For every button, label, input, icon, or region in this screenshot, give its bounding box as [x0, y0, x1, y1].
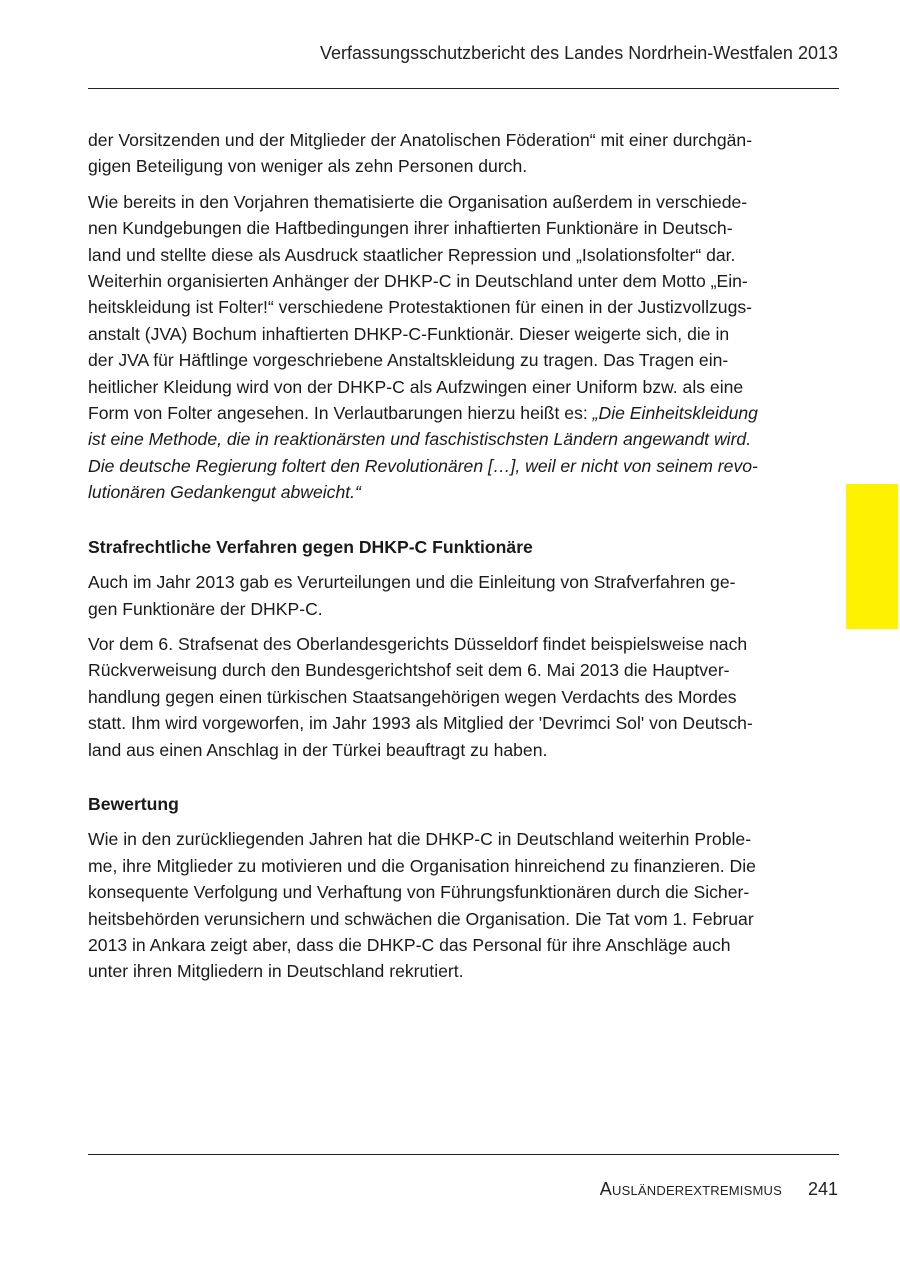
text-line: me, ihre Mitglieder zu motivieren und die Organisation hinreichend zu finanzieren. Die — [88, 855, 756, 876]
text-line: Rückverweisung durch den Bundesgerichtshof seit dem 6. Mai 2013 die Hauptver- — [88, 660, 730, 681]
text-line: land aus einen Anschlag in der Türkei beauftragt zu haben. — [88, 739, 548, 760]
text-line: anstalt (JVA) Bochum inhaftierten DHKP-C-Funktionär. Dieser weigerte sich, die in — [88, 323, 730, 344]
text-line: unter ihren Mitgliedern in Deutschland rekrutiert. — [88, 961, 464, 982]
text-line: konsequente Verfolgung und Verhaftung von Führungsfunktionären durch die Sicher- — [88, 882, 750, 903]
page-body — [88, 127, 808, 985]
text-line: nen Kundgebungen die Haftbedingungen ihrer inhaftierten Funktionäre in Deutsch- — [88, 218, 733, 239]
footer-rule — [88, 1154, 839, 1155]
text-line: gen Funktionäre der DHKP-C. — [88, 598, 323, 619]
text-line: heitlicher Kleidung wird von der DHKP-C als Aufzwingen einer Uniform bzw. als eine — [88, 376, 744, 397]
text-line: der Vorsitzenden und der Mitglieder der Anatolischen Föderation“ mit einer durchgän- — [88, 130, 753, 150]
paragraph-4 — [88, 631, 808, 763]
quote-line: Die deutsche Regierung foltert den Revolutionären […], weil er nicht von seinem revo- — [88, 455, 758, 476]
paragraph-1 — [88, 127, 808, 180]
paragraph-2 — [88, 189, 808, 506]
text-line: handlung gegen einen türkischen Staatsangehörigen wegen Verdachts des Mordes — [88, 686, 737, 707]
header-rule — [88, 88, 839, 89]
text-line: heitskleidung ist Folter!“ verschiedene Protestaktionen für einen in der Justizvollzugs- — [88, 297, 753, 318]
text-line: Wie bereits in den Vorjahren thematisierte die Organisation außerdem in verschiede- — [88, 191, 748, 212]
page-footer — [600, 1178, 838, 1200]
text-line: Auch im Jahr 2013 gab es Verurteilungen und die Einleitung von Strafverfahren ge- — [88, 572, 736, 593]
section-heading: Bewertung — [88, 793, 179, 814]
text-line — [88, 400, 808, 426]
footer-chapter-title: Ausländerextremismus — [599, 1179, 782, 1199]
section-heading: Strafrechtliche Verfahren gegen DHKP-C Funktionäre — [88, 536, 533, 557]
text-line: der JVA für Häftlinge vorgeschriebene Anstaltskleidung zu tragen. Das Tragen ein- — [88, 350, 729, 371]
text-line: Vor dem 6. Strafsenat des Oberlandesgerichts Düsseldorf findet beispielsweise nach — [88, 633, 748, 654]
chapter-side-marker — [846, 484, 898, 629]
text-line: land und stellte diese als Ausdruck staatlicher Repression und „Isolationsfolter“ dar. — [88, 244, 736, 265]
page-number: 241 — [807, 1179, 838, 1199]
text-line: statt. Ihm wird vorgeworfen, im Jahr 1993 als Mitglied der 'Devrimci Sol' von Deutsch- — [88, 713, 753, 734]
quote-text: „Die Einheitskleidung — [592, 403, 758, 424]
text-line: gigen Beteiligung von weniger als zehn Personen durch. — [88, 156, 528, 177]
paragraph-3 — [88, 569, 808, 622]
text-line: Wie in den zurückliegenden Jahren hat die DHKP-C in Deutschland weiterhin Proble- — [88, 829, 752, 850]
text-segment: Form von Folter angesehen. In Verlautbarungen hierzu heißt es: — [88, 403, 593, 424]
quote-line: lutionären Gedankengut abweicht.“ — [88, 482, 361, 503]
text-line: 2013 in Ankara zeigt aber, dass die DHKP-C das Personal für ihre Anschläge auch — [88, 934, 731, 955]
text-line: heitsbehörden verunsichern und schwächen die Organisation. Die Tat vom 1. Februar — [88, 908, 754, 929]
quote-line: ist eine Methode, die in reaktionärsten und faschistischsten Ländern angewandt wird. — [88, 429, 752, 450]
paragraph-5 — [88, 826, 808, 984]
running-header: Verfassungsschutzbericht des Landes Nordrhein-Westfalen 2013 — [320, 43, 838, 63]
text-line: Weiterhin organisierten Anhänger der DHKP-C in Deutschland unter dem Motto „Ein- — [88, 271, 748, 292]
